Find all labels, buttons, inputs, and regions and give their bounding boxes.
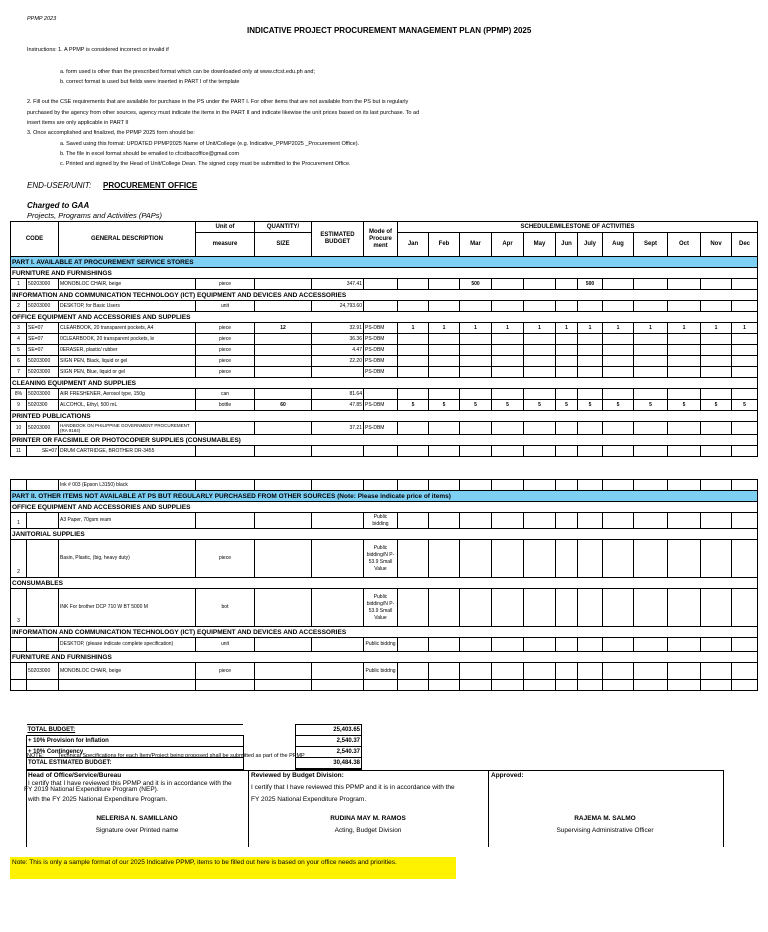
- row-month-10: [668, 356, 701, 367]
- category-office: OFFICE EQUIPMENT AND ACCESSORIES AND SUPPLIES: [11, 312, 758, 323]
- row-desc: DESKTOP, (please indicate complete specification): [59, 638, 196, 652]
- row-month-11: 1: [701, 323, 732, 334]
- row-month-4: [492, 345, 524, 356]
- month-apr: Apr: [492, 233, 524, 257]
- row-month-6: 1: [556, 323, 578, 334]
- row-mode: PS-DBM: [364, 400, 398, 411]
- budget-label: Reviewed by Budget Division:: [251, 772, 344, 779]
- month-dec: Dec: [732, 233, 758, 257]
- row-unit: unit: [196, 301, 255, 312]
- row-month-7: [578, 367, 603, 378]
- row-code: SE=07: [27, 323, 59, 334]
- table-row: [11, 389, 758, 400]
- row-month-9: [634, 279, 668, 290]
- row-month-8: [603, 334, 634, 345]
- table-row: [11, 400, 758, 411]
- budget-cert-2: FY 2025 National Expenditure Program.: [251, 796, 367, 803]
- paps-label: Projects, Programs and Activities (PAPs): [27, 211, 163, 220]
- row-month-3: [460, 345, 492, 356]
- row-unit: piece: [196, 356, 255, 367]
- category-consumables: CONSUMABLES: [11, 578, 758, 589]
- page-title: INDICATIVE PROJECT PROCUREMENT MANAGEMENT PLAN (PPMP) 2025: [247, 26, 532, 35]
- row-month-10: [668, 301, 701, 312]
- inflation-value: 2,540.37: [295, 736, 361, 747]
- row-month-1: [398, 356, 429, 367]
- row-month-6: [556, 301, 578, 312]
- row-month-11: [701, 345, 732, 356]
- row-month-10: 1: [668, 323, 701, 334]
- row-month-1: 5: [398, 400, 429, 411]
- row-month-9: 1: [634, 323, 668, 334]
- approved-title: Supervising Administrative Officer: [556, 827, 654, 834]
- row-month-5: [524, 367, 556, 378]
- row-month-5: 5: [524, 400, 556, 411]
- row-mode: [364, 389, 398, 400]
- footer-note: Note: This is only a sample format of our 2025 Indicative PPMP, items to be filled out here is based on your office needs and priorities.: [10, 857, 456, 879]
- row-month-7: 1: [578, 323, 603, 334]
- row-month-9: [634, 334, 668, 345]
- head-cert-1: I certify that I have reviewed this PPMP and it is in accordance with the: [28, 780, 232, 787]
- row-month-11: [701, 367, 732, 378]
- row-no: 2: [11, 540, 27, 578]
- row-month-11: [701, 279, 732, 290]
- category-office-2: OFFICE EQUIPMENT AND ACCESSORIES AND SUPPLIES: [11, 502, 758, 513]
- instructions-a: a. form used is other than the prescribed format which can be downloaded only at www.cfcst.edu.ph and;: [60, 69, 315, 75]
- row-quantity: [255, 345, 312, 356]
- row-no: 9: [11, 400, 27, 411]
- row-month-11: [701, 356, 732, 367]
- instructions-2-2: purchased by the agency from other sources, agency must indicate the items in the PART II and indicate likewise the unit prices based on its last purchase. To ad: [27, 110, 420, 116]
- row-budget: 37.21: [312, 422, 364, 435]
- end-user-label: END-USER/UNIT:: [27, 181, 92, 190]
- row-no: 8%: [11, 389, 27, 400]
- row-month-2: [429, 389, 460, 400]
- row-month-12: 1: [732, 323, 758, 334]
- instructions-3b: b. The file in excel format should be emailed to cfcstbacoffice@gmail.com: [60, 151, 240, 157]
- estimated-label: TOTAL ESTIMATED BUDGET:: [27, 758, 244, 770]
- row-month-4: [492, 356, 524, 367]
- signature-block: [26, 770, 722, 846]
- row-month-5: [524, 356, 556, 367]
- table-row: [11, 334, 758, 345]
- col-mode: Mode of Procure ment: [364, 222, 398, 257]
- head-name: NELERISA N. SAMILLANO: [96, 815, 178, 822]
- row-month-2: [429, 334, 460, 345]
- row-month-10: [668, 389, 701, 400]
- table-header-row-1: [11, 222, 758, 233]
- row-month-3: [460, 367, 492, 378]
- row-month-10: [668, 367, 701, 378]
- row-month-7: [578, 301, 603, 312]
- row-month-7: [578, 389, 603, 400]
- row-mode: PS-DBM: [364, 323, 398, 334]
- row-month-7: [578, 334, 603, 345]
- row-mode: PS-DBM: [364, 345, 398, 356]
- table-row: [11, 367, 758, 378]
- row-month-5: 1: [524, 323, 556, 334]
- col-quantity-size: SIZE: [255, 233, 312, 257]
- row-month-12: [732, 279, 758, 290]
- row-no: 7: [11, 367, 27, 378]
- table-row: [11, 680, 758, 691]
- row-month-12: [732, 389, 758, 400]
- inflation-label: + 10% Provision for Inflation: [27, 736, 244, 747]
- month-may: May: [524, 233, 556, 257]
- row-unit: piece: [196, 345, 255, 356]
- row-desc: Basin, Plastic, (big, heavy duty): [59, 540, 196, 578]
- row-desc: 0ERASER, plastic/ rubber: [59, 345, 196, 356]
- category-cleaning: CLEANING EQUIPMENT AND SUPPLIES: [11, 378, 758, 389]
- row-month-7: 500: [578, 279, 603, 290]
- table-row: [11, 540, 758, 578]
- category-furniture: FURNITURE AND FURNISHINGS: [11, 268, 758, 279]
- row-mode: Public bidding/N P-53.9 Small Value: [364, 589, 398, 627]
- row-mode: PS-DBM: [364, 356, 398, 367]
- row-mode: PS-DBM: [364, 422, 398, 435]
- row-month-9: [634, 301, 668, 312]
- table-row: [11, 422, 758, 435]
- row-desc: MONOBLOC CHAIR, beige: [59, 279, 196, 290]
- budget-name: RUDINA MAY M. RAMOS: [330, 815, 406, 822]
- row-desc: 0CLEARBOOK, 20 transparent pockets, le: [59, 334, 196, 345]
- row-desc: SIGN PEN, Black, liquid or gel: [59, 356, 196, 367]
- note-text: Technical Specifications for each Item/Project being proposed shall be submitted as part of the PPMP: [58, 753, 305, 759]
- row-month-2: 5: [429, 400, 460, 411]
- instructions-3a: a. Saved using this format: UPDATED PPMP2025 Name of Unit/College (e.g. Indicative_PPMP2025 _Procurement Office).: [60, 141, 360, 147]
- row-unit: bot: [196, 589, 255, 627]
- table-row: [11, 638, 758, 652]
- row-month-6: [556, 279, 578, 290]
- contingency-label: + 10% Contingency: [27, 747, 244, 758]
- row-mode: [364, 301, 398, 312]
- row-unit: unit: [196, 638, 255, 652]
- row-month-8: [603, 389, 634, 400]
- row-code: SE=07: [27, 446, 59, 457]
- row-quantity: [255, 367, 312, 378]
- budget-title: Acting, Budget Division: [334, 827, 402, 834]
- table-row: [11, 513, 758, 529]
- row-month-3: [460, 356, 492, 367]
- row-month-11: 5: [701, 400, 732, 411]
- instructions-b: b. correct format is used but fields were inserted in PART I of the template: [60, 79, 240, 85]
- estimated-value: 30,484.38: [295, 758, 361, 770]
- row-mode: Public bidding/N P-53.9 Small Value: [364, 540, 398, 578]
- row-code: 50203000: [27, 422, 59, 435]
- month-mar: Mar: [460, 233, 492, 257]
- row-code: 50203000: [27, 356, 59, 367]
- row-month-3: [460, 301, 492, 312]
- row-month-10: [668, 345, 701, 356]
- row-month-8: [603, 345, 634, 356]
- row-month-9: [634, 345, 668, 356]
- row-month-9: [634, 389, 668, 400]
- table-row: [11, 663, 758, 680]
- row-unit: piece: [196, 279, 255, 290]
- month-sep: Sept: [634, 233, 668, 257]
- row-budget: 81.64: [312, 389, 364, 400]
- contingency-value: 2,540.37: [295, 747, 361, 758]
- row-desc: SIGN PEN, Blue, liquid or gel: [59, 367, 196, 378]
- col-unit-measure: measure: [196, 233, 255, 257]
- month-feb: Feb: [429, 233, 460, 257]
- row-no: 3: [11, 589, 27, 627]
- row-unit: piece: [196, 334, 255, 345]
- head-label: Head of Office/Service/Bureau: [28, 772, 122, 779]
- table-row: [11, 356, 758, 367]
- note-label: NOTE:: [27, 753, 44, 759]
- table-row: [11, 279, 758, 290]
- row-month-2: [429, 301, 460, 312]
- col-description: GENERAL DESCRIPTION: [59, 222, 196, 257]
- row-month-6: 5: [556, 400, 578, 411]
- total-budget-label: TOTAL BUDGET:: [27, 725, 244, 736]
- row-month-9: [634, 367, 668, 378]
- table-row: [11, 589, 758, 627]
- row-quantity: 60: [255, 400, 312, 411]
- row-month-4: [492, 301, 524, 312]
- row-month-4: [492, 279, 524, 290]
- row-month-7: 5: [578, 400, 603, 411]
- row-desc: HANDBOOK ON PHILIPPINE GOVERNMENT PROCUREMENT (RA 9184): [59, 422, 196, 435]
- row-no: 3: [11, 323, 27, 334]
- row-month-11: [701, 301, 732, 312]
- table-row: [11, 446, 758, 457]
- row-month-5: [524, 345, 556, 356]
- row-month-12: [732, 301, 758, 312]
- instructions-3c: c. Printed and signed by the Head of Unit/College Dean. The signed copy must be submitted to the Procurement Office.: [60, 161, 351, 167]
- table-row: [11, 301, 758, 312]
- row-code: SE=07: [27, 345, 59, 356]
- instructions-2-1: 2. Fill out the CSE requirements that are available for purchase in the PS under the PART I. For other items that are not available from the PS but is regularly: [27, 99, 409, 105]
- row-mode: PS-DBM: [364, 367, 398, 378]
- row-quantity: 12: [255, 323, 312, 334]
- col-quantity: QUANTITY/: [255, 222, 312, 233]
- total-budget-value: 25,403.65: [295, 725, 361, 736]
- row-code: 50203000: [27, 279, 59, 290]
- row-quantity: [255, 279, 312, 290]
- category-ict: INFORMATION AND COMMUNICATION TECHNOLOGY (ICT) EQUIPMENT AND DEVICES AND ACCESSORIES: [11, 290, 758, 301]
- col-schedule: SCHEDULE/MILESTONE OF ACTIVITIES: [398, 222, 758, 233]
- row-budget: 4.47: [312, 345, 364, 356]
- row-month-3: 500: [460, 279, 492, 290]
- row-month-10: [668, 334, 701, 345]
- col-budget: ESTIMATED BUDGET: [312, 222, 364, 257]
- category-janitorial: JANITORIAL SUPPLIES: [11, 529, 758, 540]
- row-mode: [364, 279, 398, 290]
- instructions-line1: Instructions: 1. A PPMP is considered incorrect or invalid if: [27, 47, 169, 53]
- row-desc: ALCOHOL, Ethyl, 500 mL: [59, 400, 196, 411]
- approved-label: Approved:: [491, 772, 524, 779]
- row-month-1: 1: [398, 323, 429, 334]
- row-code: 5020300: [27, 400, 59, 411]
- month-jan: Jan: [398, 233, 429, 257]
- row-quantity: [255, 334, 312, 345]
- row-month-1: [398, 301, 429, 312]
- row-unit: can: [196, 389, 255, 400]
- row-code: SE=07: [27, 334, 59, 345]
- head-title: Signature over Printed name: [95, 827, 179, 834]
- row-month-2: [429, 367, 460, 378]
- end-user-value: PROCUREMENT OFFICE: [103, 181, 198, 190]
- budget-cert-1: I certify that I have reviewed this PPMP and it is in accordance with the: [251, 784, 455, 791]
- row-quantity: [255, 356, 312, 367]
- row-no: 2: [11, 301, 27, 312]
- row-month-7: [578, 345, 603, 356]
- row-unit: piece: [196, 323, 255, 334]
- row-desc: DESKTOP, for Basic Users: [59, 301, 196, 312]
- row-month-5: [524, 279, 556, 290]
- row-month-8: [603, 356, 634, 367]
- row-month-3: [460, 389, 492, 400]
- row-month-5: [524, 334, 556, 345]
- row-month-6: [556, 345, 578, 356]
- row-month-6: [556, 356, 578, 367]
- row-month-2: [429, 279, 460, 290]
- row-unit: bottle: [196, 400, 255, 411]
- row-budget: [312, 367, 364, 378]
- totals-table: [26, 724, 362, 770]
- row-month-12: [732, 345, 758, 356]
- head-cert-2: FY 2019 National Expenditure Program (NEP).: [24, 786, 159, 793]
- row-desc: INK For brother DCP 710 W BT 5000 M: [59, 589, 196, 627]
- row-month-1: [398, 367, 429, 378]
- row-month-3: 5: [460, 400, 492, 411]
- row-desc: DRUM CARTRIDGE, BROTHER DR-3455: [59, 446, 196, 457]
- row-month-3: 1: [460, 323, 492, 334]
- row-month-12: [732, 367, 758, 378]
- row-desc: MONOBLOC CHAIR, beige: [59, 663, 196, 680]
- row-budget: 347.41: [312, 279, 364, 290]
- row-month-11: [701, 334, 732, 345]
- row-month-4: 5: [492, 400, 524, 411]
- row-quantity: [255, 301, 312, 312]
- ppmp-table: [10, 221, 758, 457]
- row-no: 6: [11, 356, 27, 367]
- row-month-4: [492, 367, 524, 378]
- month-jun: Jun: [556, 233, 578, 257]
- category-ict-2: INFORMATION AND COMMUNICATION TECHNOLOGY (ICT) EQUIPMENT AND DEVICES AND ACCESSORIES: [11, 627, 758, 638]
- row-no: 11: [11, 446, 27, 457]
- month-aug: Aug: [603, 233, 634, 257]
- row-mode: Public biddng: [364, 663, 398, 680]
- row-budget: 32.91: [312, 323, 364, 334]
- row-budget: 24,793.60: [312, 301, 364, 312]
- month-oct: Oct: [668, 233, 701, 257]
- row-mode: PS-DBM: [364, 334, 398, 345]
- row-month-9: [634, 356, 668, 367]
- row-desc: Ink # 003 (Epson L3150) black: [59, 480, 196, 491]
- row-month-3: [460, 334, 492, 345]
- table-row: [11, 323, 758, 334]
- row-month-4: 1: [492, 323, 524, 334]
- row-month-4: [492, 334, 524, 345]
- row-mode: Public biddng: [364, 638, 398, 652]
- row-month-2: [429, 345, 460, 356]
- ppmp-table-part2: [10, 479, 758, 691]
- row-month-8: 1: [603, 323, 634, 334]
- row-month-12: [732, 334, 758, 345]
- row-month-11: [701, 389, 732, 400]
- row-month-1: [398, 279, 429, 290]
- row-month-5: [524, 301, 556, 312]
- row-month-7: [578, 356, 603, 367]
- row-month-12: [732, 356, 758, 367]
- row-desc: A3 Paper, 70gsm ream: [59, 513, 196, 529]
- row-month-1: [398, 334, 429, 345]
- charged-label: Charged to GAA: [27, 201, 90, 210]
- row-month-2: 1: [429, 323, 460, 334]
- row-month-8: [603, 279, 634, 290]
- row-mode: Public bidding: [364, 513, 398, 529]
- head-cert-3: with the FY 2025 National Expenditure Program.: [28, 796, 168, 803]
- row-unit: piece: [196, 663, 255, 680]
- row-unit: piece: [196, 367, 255, 378]
- row-month-12: 5: [732, 400, 758, 411]
- month-jul: July: [578, 233, 603, 257]
- row-month-4: [492, 389, 524, 400]
- row-month-1: [398, 345, 429, 356]
- row-budget: 47.85: [312, 400, 364, 411]
- approved-name: RAJEMA M. SALMO: [574, 815, 636, 822]
- col-unit: Unit of: [196, 222, 255, 233]
- row-code: 50203000: [27, 663, 59, 680]
- row-month-1: [398, 389, 429, 400]
- table-row: [11, 345, 758, 356]
- row-no: 1: [11, 513, 27, 529]
- col-code: CODE: [11, 222, 59, 257]
- row-budget: 22.20: [312, 356, 364, 367]
- row-budget: 36.36: [312, 334, 364, 345]
- row-no: 10: [11, 422, 27, 435]
- row-month-8: [603, 301, 634, 312]
- row-no: 1: [11, 279, 27, 290]
- row-month-2: [429, 356, 460, 367]
- category-furniture-2: FURNITURE AND FURNISHINGS: [11, 652, 758, 663]
- ppmp-year: PPMP 2023: [27, 16, 57, 22]
- row-quantity: [255, 389, 312, 400]
- row-no: 4: [11, 334, 27, 345]
- table-row: [11, 480, 758, 491]
- row-month-10: 5: [668, 400, 701, 411]
- month-nov: Nov: [701, 233, 732, 257]
- row-month-6: [556, 334, 578, 345]
- row-desc: AIR FRESHENER, Aerosol type, 150g: [59, 389, 196, 400]
- row-code: 50203000: [27, 389, 59, 400]
- row-month-5: [524, 389, 556, 400]
- category-printed: PRINTED PUBLICATIONS: [11, 411, 758, 422]
- part2-title: PART II. OTHER ITEMS NOT AVAILABLE AT PS BUT REGULARLY PURCHASED FROM OTHER SOURCES (Note: Please indicate price of items): [11, 491, 758, 502]
- row-month-6: [556, 367, 578, 378]
- row-code: 50203000: [27, 367, 59, 378]
- category-printer: PRINTER OR FACSIMILE OR PHOTOCOPIER SUPPLIES (CONSUMABLES): [11, 435, 758, 446]
- row-month-6: [556, 389, 578, 400]
- part1-title: PART I. AVAILABLE AT PROCUREMENT SERVICE STORES: [11, 257, 758, 268]
- row-no: 5: [11, 345, 27, 356]
- row-month-8: 5: [603, 400, 634, 411]
- row-unit: piece: [196, 540, 255, 578]
- row-month-8: [603, 367, 634, 378]
- row-month-10: [668, 279, 701, 290]
- instructions-2-3: insert items are only applicable in PART II: [27, 120, 129, 126]
- row-month-9: 5: [634, 400, 668, 411]
- instructions-3: 3. Once accomplished and finalized, the PPMP 2025 form should be:: [27, 130, 195, 136]
- row-code: 50203000: [27, 301, 59, 312]
- row-desc: CLEARBOOK, 20 transparent pockets, A4: [59, 323, 196, 334]
